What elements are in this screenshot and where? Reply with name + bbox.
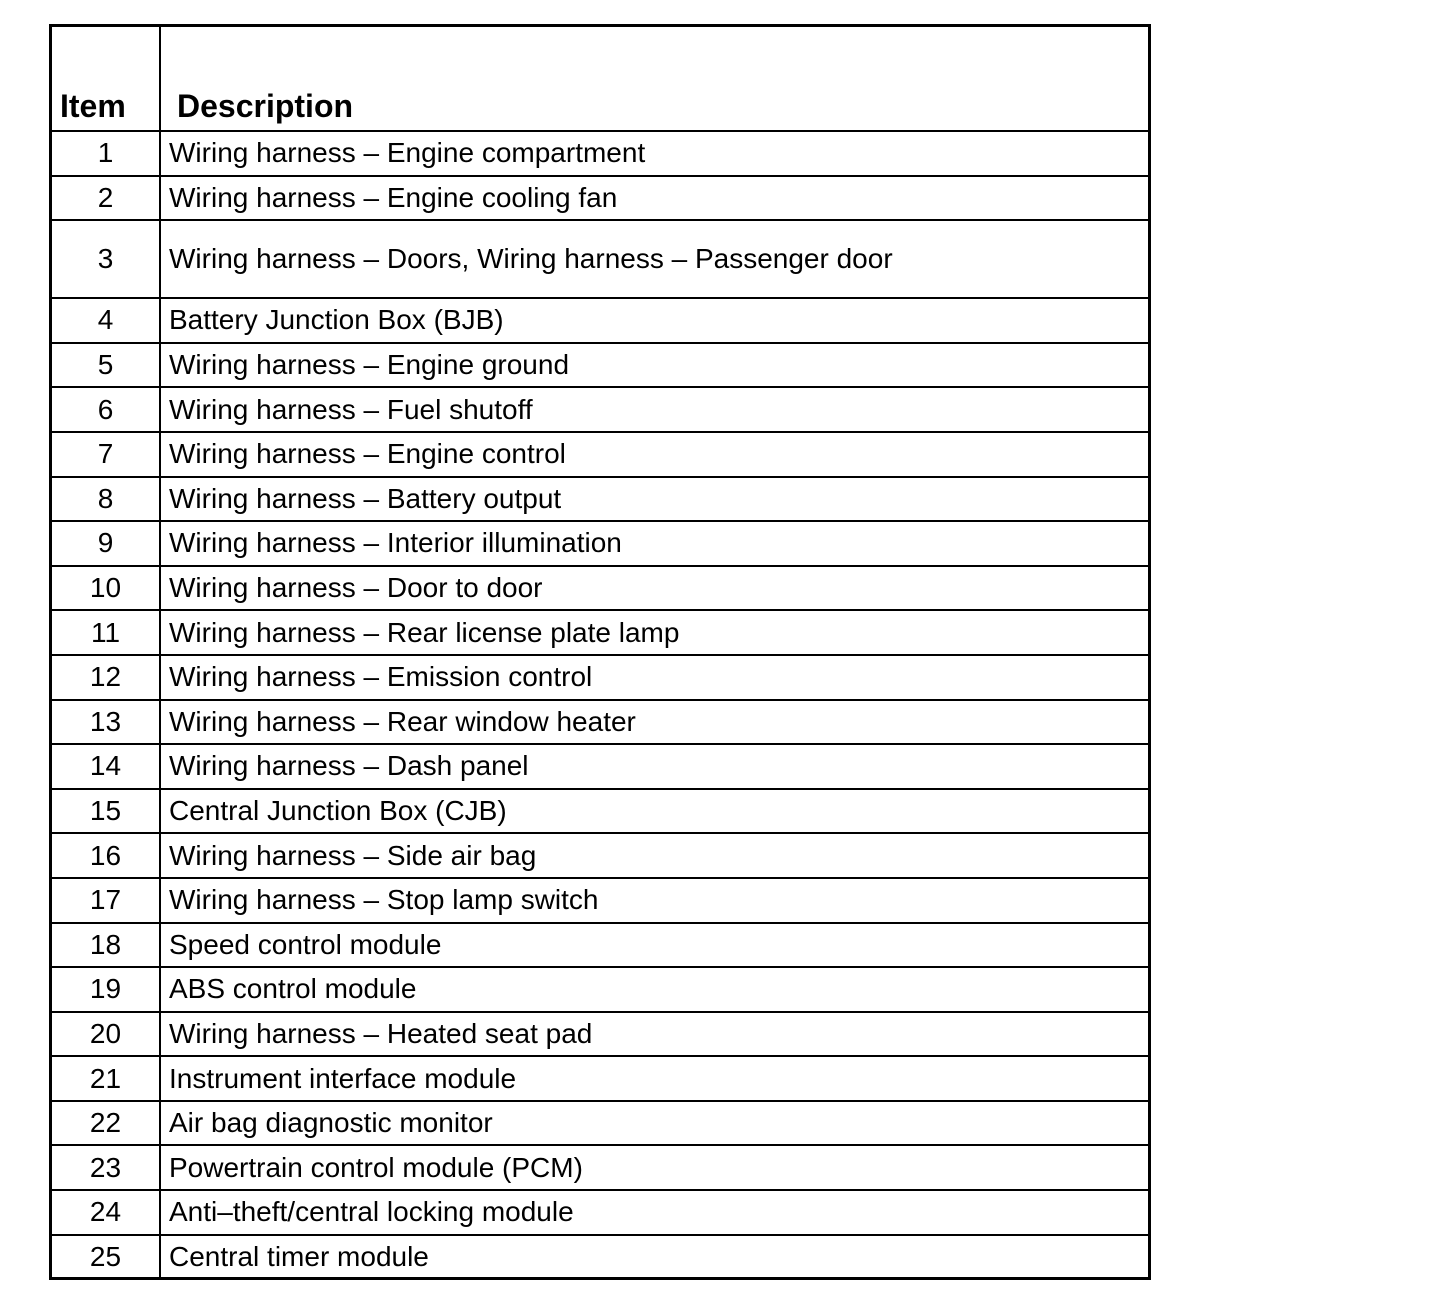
table-row [52,1012,1148,1057]
item-number-cell: 12 [52,655,160,700]
description-cell: Wiring harness – Battery output [160,477,1148,522]
table-row [52,833,1148,878]
table-row [52,131,1148,176]
item-number-cell: 22 [52,1101,160,1146]
item-number-cell: 4 [52,298,160,343]
item-description-table-frame [49,24,1151,1280]
item-number-cell: 21 [52,1056,160,1101]
item-number-cell: 15 [52,789,160,834]
description-cell: ABS control module [160,967,1148,1012]
item-number-cell: 5 [52,343,160,388]
description-cell: Wiring harness – Engine cooling fan [160,176,1148,221]
table-header-row [52,27,1148,131]
item-number-cell: 14 [52,744,160,789]
item-number-cell: 13 [52,700,160,745]
description-cell: Wiring harness – Engine ground [160,343,1148,388]
header-item: Item [52,27,160,131]
description-cell: Anti–theft/central locking module [160,1190,1148,1235]
item-number-cell: 10 [52,566,160,611]
table-row [52,610,1148,655]
table-row [52,923,1148,968]
description-cell: Speed control module [160,923,1148,968]
table-row [52,1056,1148,1101]
table-row [52,878,1148,923]
description-cell: Wiring harness – Doors, Wiring harness – Passenger door [160,220,1148,298]
table-row [52,521,1148,566]
item-number-cell: 3 [52,220,160,298]
description-cell: Air bag diagnostic monitor [160,1101,1148,1146]
description-cell: Central Junction Box (CJB) [160,789,1148,834]
description-cell: Wiring harness – Rear window heater [160,700,1148,745]
item-number-cell: 16 [52,833,160,878]
item-number-cell: 8 [52,477,160,522]
item-number-cell: 7 [52,432,160,477]
item-number-cell: 25 [52,1235,160,1280]
description-cell: Battery Junction Box (BJB) [160,298,1148,343]
item-number-cell: 20 [52,1012,160,1057]
item-number-cell: 19 [52,967,160,1012]
item-number-cell: 6 [52,387,160,432]
item-number-cell: 23 [52,1145,160,1190]
description-cell: Wiring harness – Side air bag [160,833,1148,878]
table-row [52,744,1148,789]
table-row [52,967,1148,1012]
description-cell: Wiring harness – Dash panel [160,744,1148,789]
description-cell: Wiring harness – Engine compartment [160,131,1148,176]
description-cell: Wiring harness – Rear license plate lamp [160,610,1148,655]
table-row [52,220,1148,298]
table-row [52,1190,1148,1235]
description-cell: Wiring harness – Heated seat pad [160,1012,1148,1057]
table-row [52,1235,1148,1280]
item-number-cell: 11 [52,610,160,655]
table-row [52,1145,1148,1190]
table-row [52,298,1148,343]
table-row [52,432,1148,477]
item-number-cell: 24 [52,1190,160,1235]
item-description-table [52,27,1148,1279]
table-row [52,700,1148,745]
table-row [52,387,1148,432]
table-row [52,566,1148,611]
description-cell: Central timer module [160,1235,1148,1280]
table-row [52,789,1148,834]
description-cell: Wiring harness – Stop lamp switch [160,878,1148,923]
table-row [52,477,1148,522]
description-cell: Wiring harness – Engine control [160,432,1148,477]
description-cell: Wiring harness – Fuel shutoff [160,387,1148,432]
table-row [52,176,1148,221]
table-body [52,27,1148,1279]
table-row [52,343,1148,388]
table-row [52,655,1148,700]
description-cell: Wiring harness – Door to door [160,566,1148,611]
item-number-cell: 9 [52,521,160,566]
description-cell: Powertrain control module (PCM) [160,1145,1148,1190]
table-row [52,1101,1148,1146]
item-number-cell: 2 [52,176,160,221]
description-cell: Wiring harness – Emission control [160,655,1148,700]
header-description: Description [160,27,1148,131]
item-number-cell: 1 [52,131,160,176]
item-number-cell: 17 [52,878,160,923]
item-number-cell: 18 [52,923,160,968]
description-cell: Wiring harness – Interior illumination [160,521,1148,566]
description-cell: Instrument interface module [160,1056,1148,1101]
